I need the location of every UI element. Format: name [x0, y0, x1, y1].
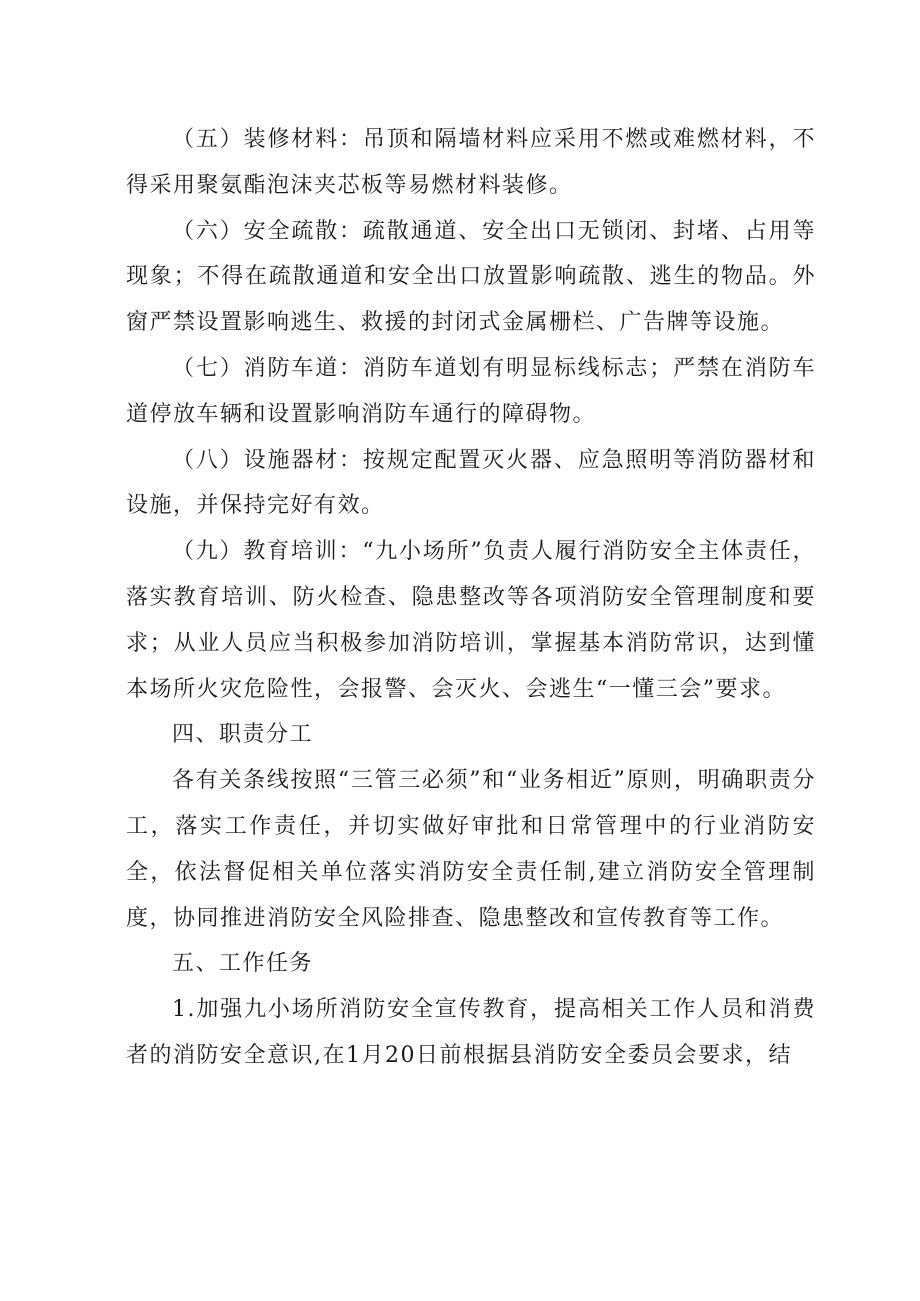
- paragraph-item-9: （九）教育培训：“九小场所”负责人履行消防安全主体责任，落实教育培训、防火检查、隐患整改等各项消防安全管理制度和要求；从业人员应当积极参加消防培训，掌握基本消防常识，达到懂本场所火灾危险性，会报警、会灭火、会逃生“一懂三会”要求。: [126, 539, 816, 702]
- paragraph-item-6: （六）安全疏散：疏散通道、安全出口无锁闭、封堵、占用等现象；不得在疏散通道和安全出口放置影响疏散、逃生的物品。外窗严禁设置影响逃生、救援的封闭式金属栅栏、广告牌等设施。: [126, 218, 816, 336]
- section-heading-responsibilities: 四、职责分工: [172, 722, 314, 748]
- paragraph-item-7: （七）消防车道：消防车道划有明显标线标志；严禁在消防车道停放车辆和设置影响消防车通行的障碍物。: [126, 355, 816, 427]
- document-page: [126, 117, 816, 1079]
- paragraph-responsibilities: 各有关条线按照“三管三必须”和“业务相近”原则，明确职责分工，落实工作责任，并切实做好审批和日常管理中的行业消防安全，依法督促相关单位落实消防安全责任制,建立消防安全管理制度，协同推进消防安全风险排查、隐患整改和宣传教育等工作。: [126, 768, 816, 931]
- paragraph-task-1: 1.加强九小场所消防安全宣传教育，提高相关工作人员和消费者的消防安全意识,在1月20日前根据县消防安全委员会要求，结: [126, 997, 816, 1068]
- paragraph-item-5: （五）装修材料：吊顶和隔墙材料应采用不燃或难燃材料，不得采用聚氨酯泡沫夹芯板等易燃材料装修。: [126, 127, 816, 198]
- paragraph-item-8: （八）设施器材：按规定配置灭火器、应急照明等消防器材和设施，并保持完好有效。: [126, 447, 816, 519]
- section-heading-tasks: 五、工作任务: [172, 951, 314, 977]
